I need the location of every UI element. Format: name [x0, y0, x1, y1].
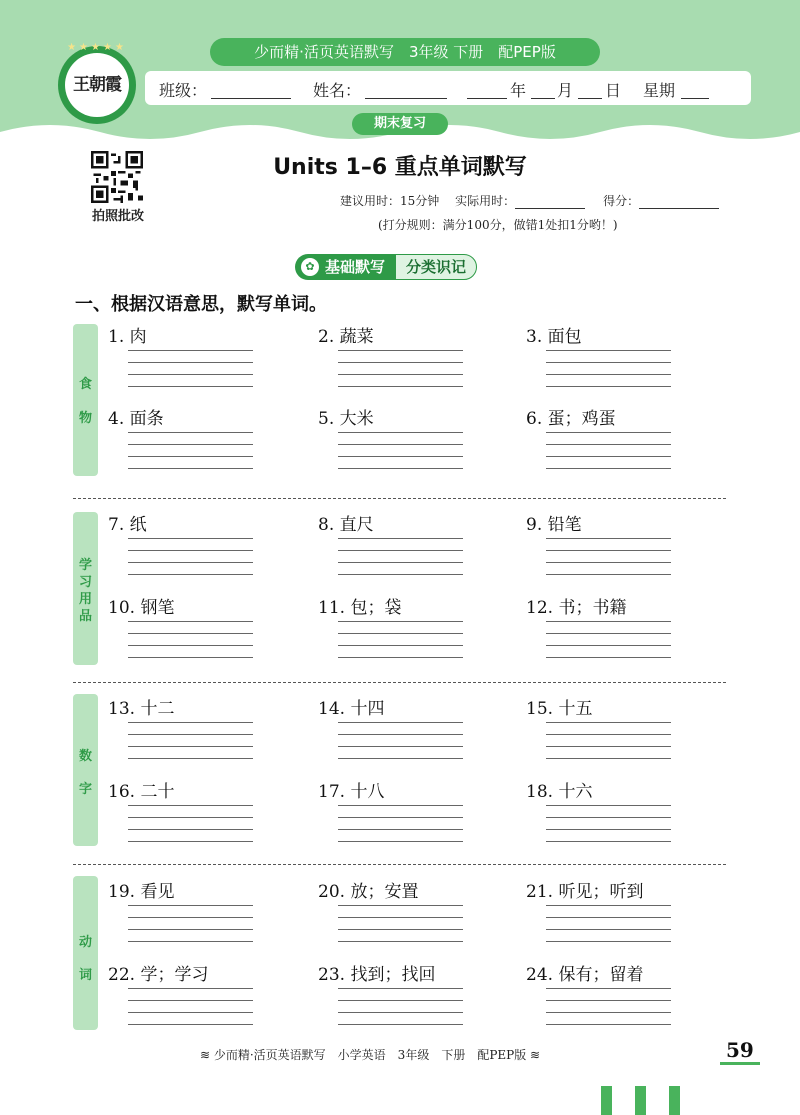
category-char: 用: [78, 592, 92, 607]
writing-line[interactable]: [546, 746, 671, 747]
writing-line[interactable]: [338, 657, 463, 658]
writing-line[interactable]: [128, 1000, 253, 1001]
writing-line[interactable]: [338, 746, 463, 747]
word-item-label: 17. 十八: [318, 782, 385, 802]
writing-line[interactable]: [338, 468, 463, 469]
series-title: 少而精·活页英语默写 3年级 下册 配PEP版: [210, 38, 600, 66]
writing-line[interactable]: [128, 988, 253, 989]
writing-line[interactable]: [338, 374, 463, 375]
day-field[interactable]: [578, 98, 602, 99]
student-info-bar: [145, 71, 751, 105]
section-main: [295, 254, 395, 280]
name-field[interactable]: [365, 98, 447, 99]
year-field[interactable]: [467, 98, 507, 99]
writing-line[interactable]: [338, 1012, 463, 1013]
word-item-label: 14. 十四: [318, 699, 385, 719]
writing-line[interactable]: [546, 1012, 671, 1013]
writing-line[interactable]: [546, 905, 671, 906]
category-char: 动: [78, 935, 92, 950]
month-field[interactable]: [531, 98, 555, 99]
writing-line[interactable]: [128, 538, 253, 539]
category-divider: [73, 682, 726, 683]
page-number-underline: [720, 1062, 760, 1065]
qr-label: 拍照批改: [91, 209, 144, 224]
logo-text: 王朝霞: [65, 53, 129, 117]
writing-line[interactable]: [338, 444, 463, 445]
writing-line[interactable]: [546, 722, 671, 723]
writing-line[interactable]: [546, 929, 671, 930]
category-char: 食: [78, 377, 92, 392]
logo-stars: ★★★★★: [67, 42, 127, 53]
edge-tab-mark: [601, 1086, 612, 1115]
word-item-label: 16. 二十: [108, 782, 175, 802]
writing-line[interactable]: [128, 817, 253, 818]
writing-line[interactable]: [338, 432, 463, 433]
writing-line[interactable]: [546, 350, 671, 351]
writing-line[interactable]: [546, 645, 671, 646]
page-title: Units 1–6 重点单词默写: [273, 155, 527, 180]
writing-line[interactable]: [546, 374, 671, 375]
writing-line[interactable]: [338, 817, 463, 818]
word-item-label: 19. 看见: [108, 882, 175, 902]
word-item-label: 24. 保有；留着: [526, 965, 644, 985]
word-item-label: 5. 大米: [318, 409, 374, 429]
writing-line[interactable]: [128, 386, 253, 387]
word-item-label: 22. 学；学习: [108, 965, 209, 985]
writing-line[interactable]: [128, 374, 253, 375]
writing-line[interactable]: [128, 468, 253, 469]
writing-line[interactable]: [128, 350, 253, 351]
category-tab-food: [73, 324, 98, 476]
writing-line[interactable]: [338, 550, 463, 551]
name-label: 姓名：: [313, 81, 362, 100]
actual-time-field[interactable]: [515, 196, 585, 209]
writing-line[interactable]: [128, 444, 253, 445]
writing-line[interactable]: [546, 538, 671, 539]
medal-icon: ✿: [301, 258, 319, 276]
logo-badge: [58, 46, 136, 124]
category-tab-supplies: [73, 512, 98, 665]
word-item-label: 8. 直尺: [318, 515, 374, 535]
writing-line[interactable]: [338, 562, 463, 563]
writing-line[interactable]: [546, 829, 671, 830]
writing-line[interactable]: [128, 917, 253, 918]
category-char: 字: [78, 782, 92, 797]
writing-line[interactable]: [128, 722, 253, 723]
writing-line[interactable]: [338, 1024, 463, 1025]
writing-line[interactable]: [338, 805, 463, 806]
writing-line[interactable]: [546, 841, 671, 842]
writing-line[interactable]: [546, 917, 671, 918]
writing-line[interactable]: [546, 362, 671, 363]
writing-line[interactable]: [128, 574, 253, 575]
weekday-field[interactable]: [681, 98, 709, 99]
writing-line[interactable]: [546, 550, 671, 551]
footer-text: ≋ 少而精·活页英语默写 小学英语 3年级 下册 配PEP版 ≋: [200, 1048, 541, 1062]
word-item-label: 11. 包；袋: [318, 598, 402, 618]
writing-line[interactable]: [128, 657, 253, 658]
qr-code-icon[interactable]: [91, 151, 143, 203]
word-item-label: 10. 钢笔: [108, 598, 175, 618]
writing-line[interactable]: [338, 722, 463, 723]
section-label: [295, 254, 477, 280]
writing-line[interactable]: [546, 456, 671, 457]
class-label: 班级：: [159, 81, 208, 100]
writing-line[interactable]: [338, 350, 463, 351]
writing-line[interactable]: [546, 633, 671, 634]
writing-line[interactable]: [128, 645, 253, 646]
category-divider: [73, 864, 726, 865]
class-field[interactable]: [211, 98, 291, 99]
writing-line[interactable]: [338, 905, 463, 906]
word-item-label: 23. 找到；找回: [318, 965, 436, 985]
writing-line[interactable]: [546, 734, 671, 735]
section-main-text: 基础默写: [325, 258, 386, 276]
writing-line[interactable]: [338, 734, 463, 735]
category-divider: [73, 498, 726, 499]
writing-line[interactable]: [546, 941, 671, 942]
instruction: 一、根据汉语意思，默写单词。: [75, 294, 327, 315]
edge-tab-mark: [635, 1086, 646, 1115]
word-item-label: 9. 铅笔: [526, 515, 582, 535]
writing-line[interactable]: [338, 988, 463, 989]
writing-line[interactable]: [546, 562, 671, 563]
year-label: 年: [510, 81, 527, 100]
writing-line[interactable]: [546, 805, 671, 806]
writing-line[interactable]: [128, 905, 253, 906]
writing-line[interactable]: [338, 633, 463, 634]
word-item-label: 20. 放；安置: [318, 882, 419, 902]
category-tab-verbs: [73, 876, 98, 1030]
word-item-label: 2. 蔬菜: [318, 327, 374, 347]
day-label: 日: [605, 81, 622, 100]
writing-line[interactable]: [128, 432, 253, 433]
writing-line[interactable]: [128, 805, 253, 806]
writing-line[interactable]: [338, 829, 463, 830]
writing-line[interactable]: [546, 468, 671, 469]
section-sub: 分类识记: [395, 254, 477, 280]
writing-line[interactable]: [546, 1000, 671, 1001]
writing-line[interactable]: [546, 817, 671, 818]
writing-line[interactable]: [546, 621, 671, 622]
writing-line[interactable]: [546, 988, 671, 989]
writing-line[interactable]: [128, 929, 253, 930]
scoring-rule: (打分规则：满分100分，做错1处扣1分哟！): [378, 218, 618, 232]
writing-line[interactable]: [128, 1012, 253, 1013]
writing-line[interactable]: [338, 841, 463, 842]
writing-line[interactable]: [128, 746, 253, 747]
edge-tab-mark: [669, 1086, 680, 1115]
word-item-label: 21. 听见；听到: [526, 882, 644, 902]
writing-line[interactable]: [338, 929, 463, 930]
weekday-label: 星期: [643, 81, 676, 100]
writing-line[interactable]: [128, 941, 253, 942]
suggested-time: 建议用时：15分钟: [340, 194, 440, 208]
writing-line[interactable]: [128, 841, 253, 842]
section-tag: 期末复习: [352, 113, 448, 135]
actual-time-label: 实际用时：: [455, 194, 516, 208]
writing-line[interactable]: [128, 456, 253, 457]
word-item-label: 3. 面包: [526, 327, 582, 347]
writing-line[interactable]: [546, 444, 671, 445]
writing-line[interactable]: [546, 574, 671, 575]
writing-line[interactable]: [546, 1024, 671, 1025]
writing-line[interactable]: [128, 562, 253, 563]
category-char: 品: [78, 609, 92, 624]
writing-line[interactable]: [338, 574, 463, 575]
writing-line[interactable]: [128, 734, 253, 735]
time-row: [340, 192, 719, 209]
word-item-label: 6. 蛋；鸡蛋: [526, 409, 616, 429]
writing-line[interactable]: [546, 657, 671, 658]
writing-line[interactable]: [128, 633, 253, 634]
writing-line[interactable]: [338, 362, 463, 363]
writing-line[interactable]: [338, 386, 463, 387]
writing-line[interactable]: [128, 621, 253, 622]
writing-line[interactable]: [338, 456, 463, 457]
writing-line[interactable]: [338, 645, 463, 646]
month-label: 月: [557, 81, 574, 100]
writing-line[interactable]: [338, 538, 463, 539]
writing-line[interactable]: [338, 621, 463, 622]
writing-line[interactable]: [338, 758, 463, 759]
score-label: 得分：: [603, 194, 640, 208]
writing-line[interactable]: [546, 432, 671, 433]
writing-line[interactable]: [546, 758, 671, 759]
writing-line[interactable]: [128, 829, 253, 830]
word-item-label: 18. 十六: [526, 782, 593, 802]
writing-line[interactable]: [128, 1024, 253, 1025]
writing-line[interactable]: [128, 362, 253, 363]
word-item-label: 1. 肉: [108, 327, 147, 347]
category-char: 词: [78, 968, 92, 983]
category-char: 学: [78, 558, 92, 573]
writing-line[interactable]: [546, 386, 671, 387]
writing-line[interactable]: [338, 1000, 463, 1001]
word-item-label: 12. 书；书籍: [526, 598, 627, 618]
word-item-label: 15. 十五: [526, 699, 593, 719]
writing-line[interactable]: [338, 917, 463, 918]
category-tab-numbers: [73, 694, 98, 846]
category-char: 物: [78, 411, 92, 426]
page-number: 59: [726, 1038, 754, 1062]
category-char: 习: [78, 575, 92, 590]
writing-line[interactable]: [338, 941, 463, 942]
score-field[interactable]: [639, 196, 719, 209]
word-item-label: 13. 十二: [108, 699, 175, 719]
writing-line[interactable]: [128, 550, 253, 551]
writing-line[interactable]: [128, 758, 253, 759]
category-char: 数: [78, 749, 92, 764]
word-item-label: 7. 纸: [108, 515, 147, 535]
word-item-label: 4. 面条: [108, 409, 164, 429]
